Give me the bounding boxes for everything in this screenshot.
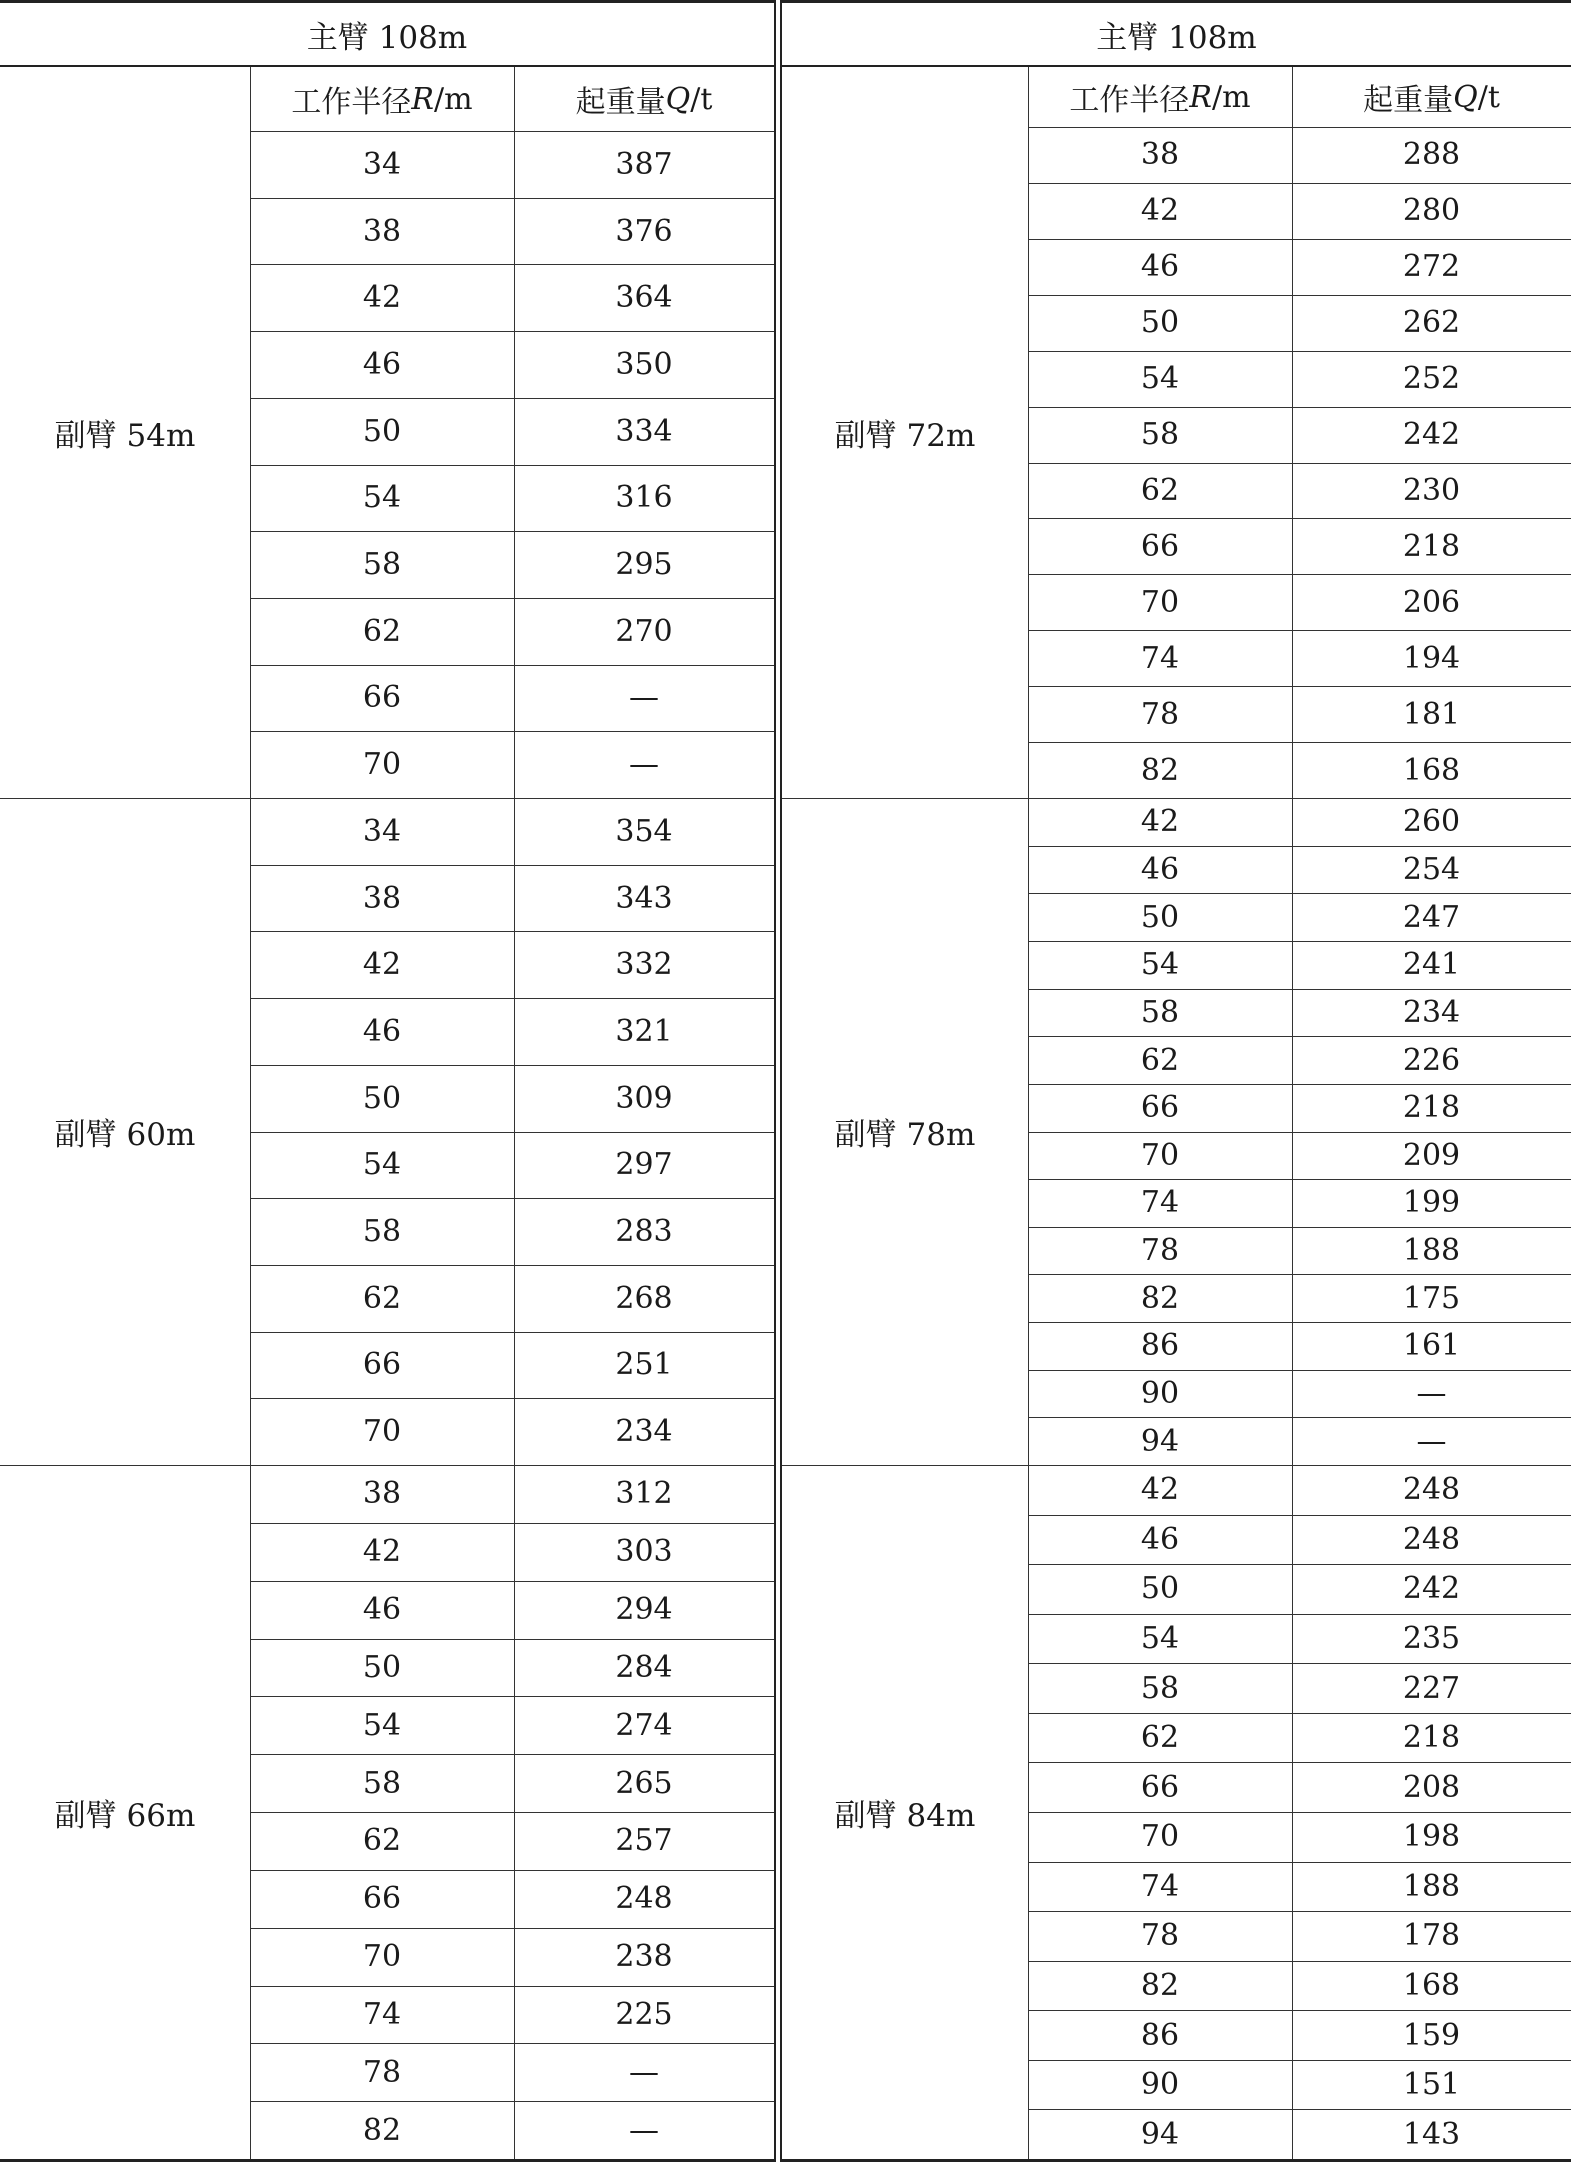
radius-cell: 70 xyxy=(1140,1819,1180,1855)
load-cell: 159 xyxy=(1402,2017,1461,2053)
load-cell: 206 xyxy=(1402,584,1461,620)
load-cell: 252 xyxy=(1402,361,1461,397)
load-cell: 241 xyxy=(1402,947,1461,983)
radius-cell: 58 xyxy=(1140,1670,1180,1706)
radius-cell: 46 xyxy=(362,346,402,382)
load-cell: — xyxy=(629,747,659,783)
left_table-group-label: 副臂 66m xyxy=(54,1797,196,1834)
radius-cell: 50 xyxy=(362,1649,402,1685)
radius-cell: 46 xyxy=(1140,1521,1180,1557)
load-cell: 265 xyxy=(615,1765,673,1801)
load-cell: 151 xyxy=(1402,2067,1461,2103)
col-load-unit: /t xyxy=(1477,79,1500,115)
radius-cell: 42 xyxy=(362,947,402,983)
load-cell: 234 xyxy=(615,1414,673,1450)
right-table xyxy=(782,0,1571,2162)
load-cell: 283 xyxy=(615,1214,673,1250)
load-cell: 343 xyxy=(615,880,673,916)
right_table-group-label: 副臂 72m xyxy=(834,418,976,454)
radius-cell: 50 xyxy=(1140,305,1180,341)
double-divider-line xyxy=(774,0,776,2162)
load-cell: 230 xyxy=(1402,472,1461,508)
radius-cell: 34 xyxy=(362,813,402,849)
radius-cell: 70 xyxy=(362,1414,402,1450)
radius-cell: 70 xyxy=(1140,1137,1180,1173)
radius-cell: 42 xyxy=(362,280,402,316)
load-cell: 168 xyxy=(1402,1967,1461,2003)
col-radius-var: R xyxy=(1189,79,1213,115)
radius-cell: 46 xyxy=(362,1592,402,1628)
radius-cell: 94 xyxy=(1140,1423,1180,1459)
col-load-unit: /t xyxy=(690,81,713,117)
radius-cell: 38 xyxy=(362,213,402,249)
col-radius-var: R xyxy=(411,81,435,117)
radius-cell: 66 xyxy=(362,1881,402,1917)
col-load-var: Q xyxy=(665,81,691,117)
load-cell: 198 xyxy=(1402,1819,1461,1855)
left-table-header-text: 主臂 108m xyxy=(306,19,468,56)
left-table xyxy=(0,0,774,2162)
right_table-col-load-header xyxy=(1292,67,1571,127)
radius-cell: 66 xyxy=(1140,528,1180,564)
load-cell: 208 xyxy=(1402,1769,1461,1805)
load-cell: 297 xyxy=(615,1147,673,1183)
load-cell: 227 xyxy=(1402,1670,1461,1706)
radius-cell: 66 xyxy=(1140,1090,1180,1126)
load-cell: — xyxy=(629,2112,659,2148)
radius-cell: 42 xyxy=(362,1534,402,1570)
load-cell: 181 xyxy=(1402,696,1461,732)
load-cell: — xyxy=(1416,1376,1447,1412)
load-cell: 188 xyxy=(1402,1868,1461,1904)
col-load-label: 起重量 xyxy=(575,85,666,120)
radius-cell: 38 xyxy=(362,1476,402,1512)
radius-cell: 74 xyxy=(362,1996,402,2032)
radius-cell: 66 xyxy=(362,680,402,716)
radius-cell: 54 xyxy=(1140,947,1180,983)
load-cell: 270 xyxy=(615,613,673,649)
left_table-group-label: 副臂 60m xyxy=(54,1117,196,1153)
radius-cell: 46 xyxy=(362,1013,402,1049)
load-cell: 387 xyxy=(615,146,673,182)
radius-cell: 46 xyxy=(1140,851,1180,887)
radius-cell: 58 xyxy=(362,547,402,583)
load-cell: 254 xyxy=(1402,851,1461,887)
radius-cell: 42 xyxy=(1140,1472,1180,1508)
col-radius-unit: /m xyxy=(1212,79,1251,115)
load-cell: 280 xyxy=(1402,193,1461,229)
radius-cell: 50 xyxy=(362,413,402,449)
radius-cell: 74 xyxy=(1140,1185,1180,1221)
radius-cell: 58 xyxy=(1140,417,1180,453)
load-cell: 354 xyxy=(615,813,673,849)
radius-cell: 90 xyxy=(1140,2067,1180,2103)
column-rule xyxy=(1292,67,1293,2159)
left_table-group-label: 副臂 54m xyxy=(54,418,196,454)
left_table-col-radius-header xyxy=(250,67,514,131)
load-cell: 294 xyxy=(615,1592,673,1628)
radius-cell: 58 xyxy=(362,1765,402,1801)
radius-cell: 62 xyxy=(1140,472,1180,508)
radius-cell: 38 xyxy=(362,880,402,916)
radius-cell: 62 xyxy=(1140,1720,1180,1756)
load-cell: 332 xyxy=(615,947,673,983)
radius-cell: 34 xyxy=(362,146,402,182)
radius-cell: 82 xyxy=(1140,752,1180,788)
radius-cell: 78 xyxy=(362,2054,402,2090)
load-cell: 218 xyxy=(1402,528,1461,564)
radius-cell: 38 xyxy=(1140,137,1180,173)
radius-cell: 82 xyxy=(1140,1280,1180,1316)
radius-cell: 66 xyxy=(362,1347,402,1383)
load-cell: 209 xyxy=(1402,1137,1461,1173)
col-load-label: 起重量 xyxy=(1363,83,1454,118)
load-cell: 284 xyxy=(615,1649,673,1685)
right_table-group-label: 副臂 84m xyxy=(834,1797,976,1834)
load-cell: 247 xyxy=(1402,899,1461,935)
load-cell: 188 xyxy=(1402,1233,1461,1269)
load-cell: 178 xyxy=(1402,1918,1461,1954)
load-cell: 175 xyxy=(1402,1280,1461,1316)
load-cell: 260 xyxy=(1402,804,1461,840)
column-rule xyxy=(514,67,515,2159)
load-cell: 303 xyxy=(615,1534,673,1570)
radius-cell: 70 xyxy=(1140,584,1180,620)
load-cell: 316 xyxy=(615,480,673,516)
radius-cell: 74 xyxy=(1140,1868,1180,1904)
load-cell: 251 xyxy=(615,1347,673,1383)
load-cell: 274 xyxy=(615,1707,673,1743)
column-rule xyxy=(250,67,251,2159)
load-cell: 242 xyxy=(1402,417,1461,453)
load-cell: — xyxy=(1416,1423,1447,1459)
load-cell: 248 xyxy=(615,1881,673,1917)
radius-cell: 54 xyxy=(362,1147,402,1183)
radius-cell: 70 xyxy=(362,747,402,783)
load-cell: 242 xyxy=(1402,1571,1461,1607)
load-cell: 161 xyxy=(1402,1328,1461,1364)
load-cell: 364 xyxy=(615,280,673,316)
load-cell: 238 xyxy=(615,1939,673,1975)
load-cell: 248 xyxy=(1402,1521,1461,1557)
col-radius-label: 工作半径 xyxy=(1069,83,1190,118)
radius-cell: 42 xyxy=(1140,193,1180,229)
load-cell: 312 xyxy=(615,1476,673,1512)
radius-cell: 86 xyxy=(1140,1328,1180,1364)
radius-cell: 78 xyxy=(1140,1233,1180,1269)
radius-cell: 54 xyxy=(1140,361,1180,397)
col-radius-unit: /m xyxy=(434,81,473,117)
col-load-var: Q xyxy=(1453,79,1478,115)
load-cell: — xyxy=(629,680,659,716)
load-cell: 334 xyxy=(615,413,673,449)
radius-cell: 62 xyxy=(362,1823,402,1859)
load-cell: 194 xyxy=(1402,640,1461,676)
radius-cell: 42 xyxy=(1140,804,1180,840)
load-cell: 272 xyxy=(1402,249,1461,285)
right-table-header-text: 主臂 108m xyxy=(1096,19,1257,56)
radius-cell: 58 xyxy=(1140,994,1180,1030)
radius-cell: 46 xyxy=(1140,249,1180,285)
radius-cell: 62 xyxy=(1140,1042,1180,1078)
right-table-header xyxy=(782,3,1571,67)
radius-cell: 78 xyxy=(1140,696,1180,732)
radius-cell: 50 xyxy=(1140,899,1180,935)
radius-cell: 62 xyxy=(362,613,402,649)
radius-cell: 54 xyxy=(362,1707,402,1743)
load-cell: 257 xyxy=(615,1823,673,1859)
right_table-group-label: 副臂 78m xyxy=(834,1117,976,1153)
radius-cell: 58 xyxy=(362,1214,402,1250)
load-cell: 226 xyxy=(1402,1042,1461,1078)
load-cell: 376 xyxy=(615,213,673,249)
left-table-header xyxy=(0,3,774,67)
load-cell: 288 xyxy=(1402,137,1461,173)
radius-cell: 54 xyxy=(362,480,402,516)
radius-cell: 50 xyxy=(1140,1571,1180,1607)
load-cell: 248 xyxy=(1402,1472,1461,1508)
load-cell: 234 xyxy=(1402,994,1461,1030)
load-cell: 218 xyxy=(1402,1090,1461,1126)
radius-cell: 66 xyxy=(1140,1769,1180,1805)
load-cell: 350 xyxy=(615,346,673,382)
load-cell: 225 xyxy=(615,1996,673,2032)
radius-cell: 70 xyxy=(362,1939,402,1975)
load-cell: 218 xyxy=(1402,1720,1461,1756)
load-cell: 295 xyxy=(615,547,673,583)
load-cell: 268 xyxy=(615,1280,673,1316)
radius-cell: 50 xyxy=(362,1080,402,1116)
load-cell: 309 xyxy=(615,1080,673,1116)
column-rule xyxy=(1028,67,1029,2159)
radius-cell: 82 xyxy=(362,2112,402,2148)
load-cell: 168 xyxy=(1402,752,1461,788)
load-cell: 321 xyxy=(615,1013,673,1049)
radius-cell: 94 xyxy=(1140,2116,1180,2152)
load-cell: 143 xyxy=(1402,2116,1461,2152)
radius-cell: 74 xyxy=(1140,640,1180,676)
load-cell: 235 xyxy=(1402,1620,1461,1656)
radius-cell: 62 xyxy=(362,1280,402,1316)
right_table-col-radius-header xyxy=(1028,67,1292,127)
load-cell: 262 xyxy=(1402,305,1461,341)
col-radius-label: 工作半径 xyxy=(291,85,412,120)
radius-cell: 82 xyxy=(1140,1967,1180,2003)
radius-cell: 90 xyxy=(1140,1376,1180,1412)
left_table-col-load-header xyxy=(514,67,774,131)
load-cell: — xyxy=(629,2054,659,2090)
radius-cell: 78 xyxy=(1140,1918,1180,1954)
load-cell: 199 xyxy=(1402,1185,1461,1221)
radius-cell: 86 xyxy=(1140,2017,1180,2053)
radius-cell: 54 xyxy=(1140,1620,1180,1656)
